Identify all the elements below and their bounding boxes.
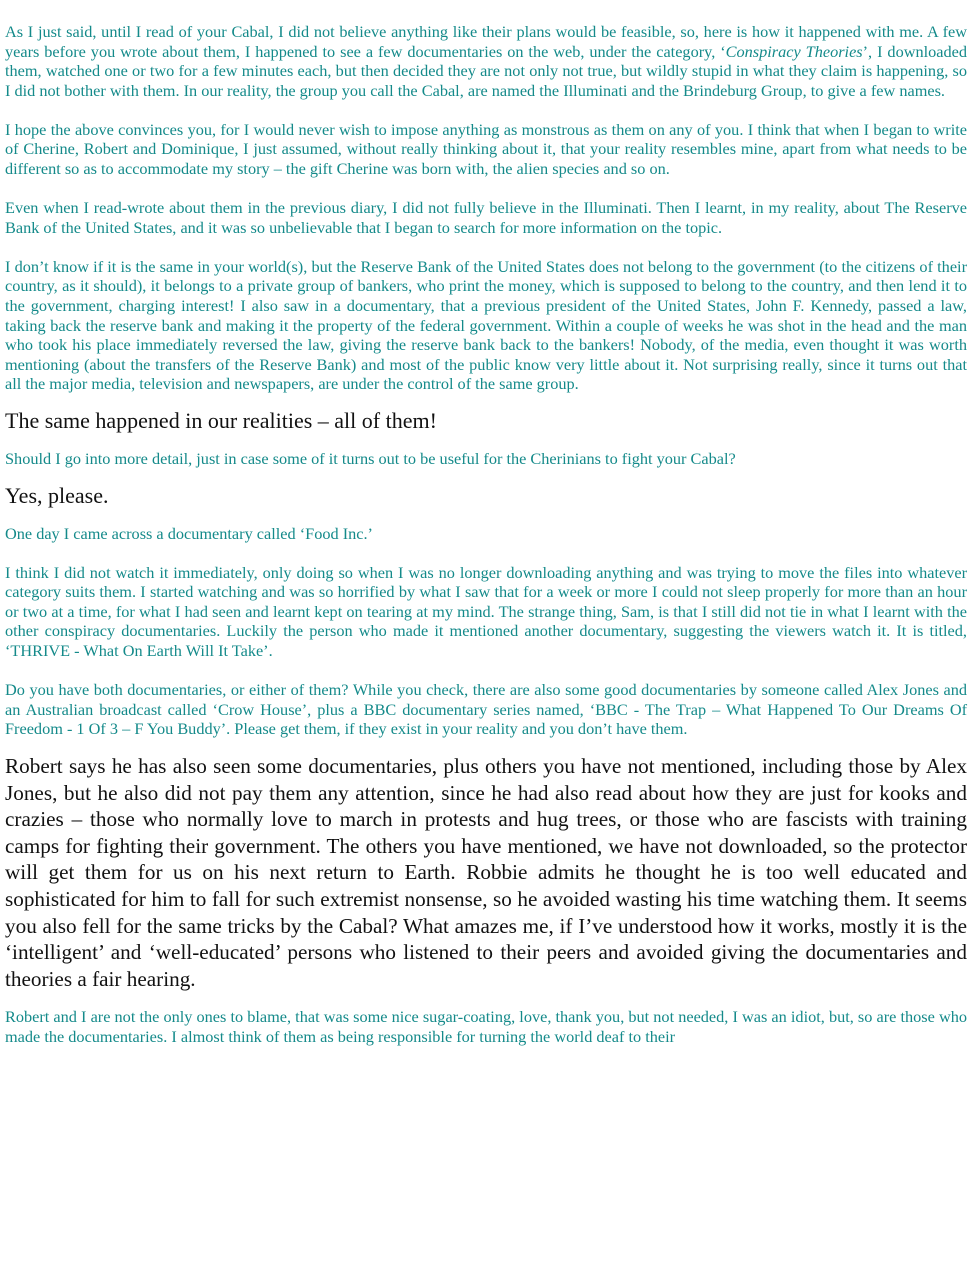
reply-robert-documentaries: Robert says he has also seen some documentaries, plus others you have not mentioned, including those by Alex Jones, but he also did not pay them any attention, since he had also read about how they are just for kooks and crazies – those who normally love to march in protests and hug trees, or those who are fascists with training camps for fighting their government. The others you have mentioned, we have not downloaded, so the protector will get them for us on his next return to Earth. Robbie admits he thought he is too well educated and sophisticated for him to fall for such extremist nonsense, so he avoided wasting his time watching them. It seems you also fell for the same tricks by the Cabal? What amazes me, if I’ve understood how it works, mostly it is the ‘intelligent’ and ‘well-educated’ persons who listened to their peers and avoided giving the documentaries and theories a fair hearing. <box>5 753 967 991</box>
document-page <box>5 22 967 1047</box>
reply-same-happened: The same happened in our realities – all of them! <box>5 408 437 433</box>
paragraph-cabal-intro <box>5 22 967 100</box>
paragraph-more-detail: Should I go into more detail, just in case some of it turns out to be useful for the Cherinians to fight your Cabal? <box>5 449 736 468</box>
paragraph-reserve-bank: I don’t know if it is the same in your world(s), but the Reserve Bank of the United States does not belong to the government (to the citizens of their country, as it should), it belongs to a private group of bankers, who print the money, which is supposed to belong to the country, and then lend it to the government, charging interest! I also saw in a documentary, that a previous president of the United States, John F. Kennedy, passed a law, taking back the reserve bank and making it the property of the federal government. Within a couple of weeks he was shot in the head and the man who took his place immediately reversed the law, giving the reserve bank back to the bankers! Nobody, of the media, even thought it was worth mentioning (about the transfers of the Reserve Bank) and most of the public know very little about it. Not surprising really, since it turns out that all the major media, television and newspapers, are under the control of the same group. <box>5 256 967 394</box>
italic-phrase: Conspiracy Theories <box>725 41 863 61</box>
paragraph-robert-blame: Robert and I are not the only ones to blame, that was some nice sugar-coating, love, thank you, but not needed, I was an idiot, but, so are those who made the documentaries. I almost think of them as being responsible for turning the world deaf to their <box>5 1007 967 1046</box>
paragraph-thrive: I think I did not watch it immediately, only doing so when I was no longer downloading anything and was trying to move the files into whatever category suits them. I started watching and was so horrified by what I saw that for a week or more I could not sleep properly for more than an hour or two at a time, for what I had seen and learnt kept on tearing at my mind. The strange thing, Sam, is that I still did not tie in what I learnt with the other conspiracy documentaries. Luckily the person who made it mentioned another documentary, suggesting the viewers watch it. It is titled, ‘THRIVE - What On Earth Will It Take’. <box>5 562 967 661</box>
paragraph-cabal-intro-start: As I just said, until I read of your Cabal, I did not believe anything like their plans would be feasible, so, here is how it happened with me. A few years before you wrote about them, I happened to see a few documentaries on the web, under the category, ‘ <box>5 22 967 61</box>
paragraph-cabal-intro-end: ’, I downloaded them, watched one or two for a few minutes each, but then decided they are not only not true, but wildly stupid in what they claim is happening, so I did not bother with them. In our reality, the group you call the Cabal, are named the Illuminati and the Brindeburg Group, to give a few names. <box>5 41 968 100</box>
paragraph-convince: I hope the above convinces you, for I would never wish to impose anything as monstrous as them on any of you. I think that when I began to write of Cherine, Robert and Dominique, I just assumed, without really thinking about it, that your reality resembles mine, apart from what needs to be different so as to accommodate my story – the gift Cherine was born with, the alien species and so on. <box>5 119 967 179</box>
paragraph-illuminati: Even when I read-wrote about them in the previous diary, I did not fully believe in the Illuminati. Then I learnt, in my reality, about The Reserve Bank of the United States, and it was so unbelievable that I began to search for more information on the topic. <box>5 198 967 237</box>
paragraph-food-inc: One day I came across a documentary called ‘Food Inc.’ <box>5 523 373 543</box>
reply-yes-please: Yes, please. <box>5 482 109 508</box>
paragraph-documentaries-list: Do you have both documentaries, or either of them? While you check, there are also some good documentaries by someone called Alex Jones and an Australian broadcast called ‘Crow House’, plus a BBC documentary series named, ‘BBC - The Trap – What Happened To Our Dreams Of Freedom - 1 Of 3 – F You Buddy’. Please get them, if they exist in your reality and you don’t have them. <box>5 680 967 739</box>
paragraph-cutoff-container <box>5 1007 967 1047</box>
